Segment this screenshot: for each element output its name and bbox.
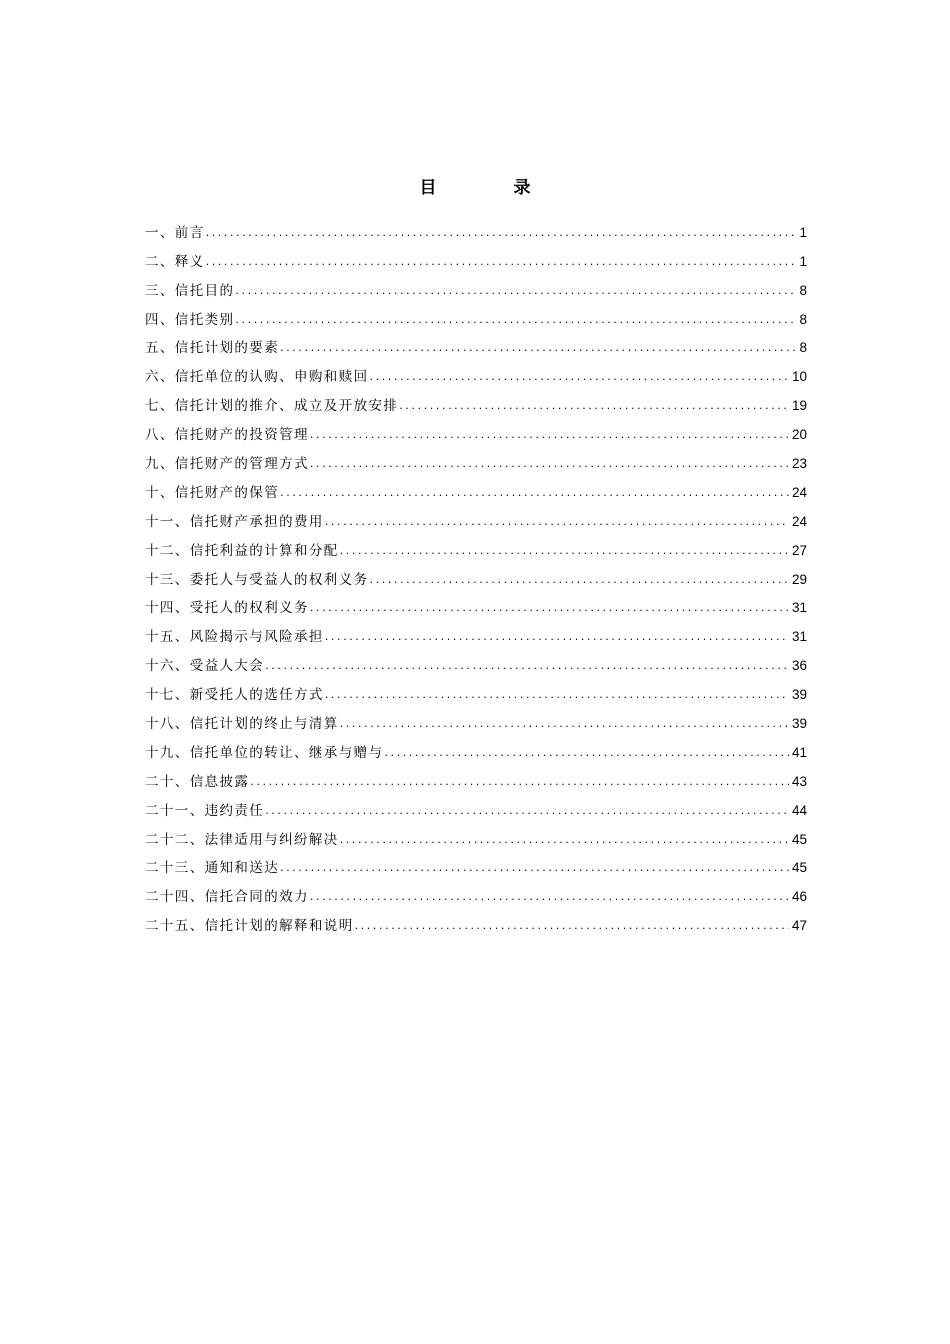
- toc-dot-leader: [235, 311, 796, 329]
- toc-entry[interactable]: [145, 704, 807, 733]
- toc-entry-page: 24: [791, 513, 807, 529]
- toc-entry-page: 46: [791, 889, 807, 905]
- toc-entry-label: 二十五、信托计划的解释和说明: [145, 918, 354, 935]
- toc-entry[interactable]: [145, 820, 807, 849]
- toc-entry-label: 二十、信息披露: [145, 773, 250, 790]
- toc-dot-leader: [250, 773, 789, 791]
- toc-dot-leader: [355, 917, 789, 935]
- toc-entry-label: 六、信托单位的认购、申购和赎回: [145, 369, 369, 386]
- toc-dot-leader: [340, 831, 789, 849]
- toc-entry-label: 十八、信托计划的终止与清算: [145, 716, 339, 733]
- toc-entry-label: 十六、受益人大会: [145, 658, 265, 675]
- toc-entry-label: 九、信托财产的管理方式: [145, 456, 309, 473]
- toc-entry[interactable]: [145, 733, 807, 762]
- toc-entry-label: 五、信托计划的要素: [145, 340, 280, 357]
- toc-entry-page: 23: [791, 456, 807, 472]
- toc-dot-leader: [310, 599, 789, 617]
- toc-entry-page: 43: [791, 773, 807, 789]
- toc-entry-label: 十三、委托人与受益人的权利义务: [145, 571, 369, 588]
- toc-entry-label: 十七、新受托人的选任方式: [145, 687, 324, 704]
- toc-entry-page: 24: [791, 484, 807, 500]
- toc-entry[interactable]: [145, 271, 807, 300]
- toc-entry-page: 39: [791, 687, 807, 703]
- toc-entry-page: 36: [791, 658, 807, 674]
- toc-entry-page: 41: [791, 744, 807, 760]
- toc-dot-leader: [265, 802, 789, 820]
- toc-dot-leader: [325, 513, 789, 531]
- toc-entry[interactable]: [145, 646, 807, 675]
- toc-dot-leader: [206, 224, 797, 242]
- toc-entry-page: 8: [799, 311, 807, 327]
- toc-entry-page: 45: [791, 831, 807, 847]
- toc-entry-page: 31: [791, 629, 807, 645]
- toc-entry-page: 20: [791, 427, 807, 443]
- toc-entry[interactable]: [145, 877, 807, 906]
- toc-entry[interactable]: [145, 473, 807, 502]
- toc-dot-leader: [340, 542, 789, 560]
- toc-entry-page: 1: [799, 224, 807, 240]
- toc-entry-label: 二十一、违约责任: [145, 802, 265, 819]
- toc-entry-label: 三、信托目的: [145, 282, 235, 299]
- toc-entry[interactable]: [145, 444, 807, 473]
- toc-dot-leader: [325, 628, 789, 646]
- toc-dot-leader: [310, 455, 789, 473]
- toc-entry-page: 45: [791, 860, 807, 876]
- toc-entry[interactable]: [145, 906, 807, 935]
- toc-entry-page: 27: [791, 542, 807, 558]
- table-of-contents: [145, 213, 807, 935]
- toc-entry-label: 二十二、法律适用与纠纷解决: [145, 831, 339, 848]
- toc-entry-page: 44: [791, 802, 807, 818]
- toc-entry-page: 31: [791, 600, 807, 616]
- toc-dot-leader: [325, 686, 789, 704]
- toc-entry[interactable]: [145, 531, 807, 560]
- toc-entry-label: 十、信托财产的保管: [145, 484, 280, 501]
- toc-entry-page: 8: [799, 340, 807, 356]
- toc-entry[interactable]: [145, 560, 807, 589]
- toc-entry[interactable]: [145, 415, 807, 444]
- toc-entry-label: 四、信托类别: [145, 311, 235, 328]
- toc-entry-page: 8: [799, 282, 807, 298]
- toc-entry-page: 19: [791, 398, 807, 414]
- toc-dot-leader: [206, 253, 797, 271]
- toc-entry-label: 二十四、信托合同的效力: [145, 889, 309, 906]
- toc-entry[interactable]: [145, 762, 807, 791]
- toc-dot-leader: [310, 888, 789, 906]
- toc-dot-leader: [265, 657, 789, 675]
- toc-entry-label: 二十三、通知和送达: [145, 860, 280, 877]
- toc-dot-leader: [370, 368, 789, 386]
- toc-entry-page: 1: [799, 253, 807, 269]
- toc-dot-leader: [340, 715, 789, 733]
- toc-title: 目 录: [419, 178, 561, 198]
- toc-entry[interactable]: [145, 242, 807, 271]
- toc-entry[interactable]: [145, 849, 807, 878]
- toc-entry[interactable]: [145, 617, 807, 646]
- toc-entry-label: 七、信托计划的推介、成立及开放安排: [145, 398, 399, 415]
- toc-entry-label: 十一、信托财产承担的费用: [145, 513, 324, 530]
- toc-entry-label: 一、前言: [145, 224, 205, 241]
- toc-entry[interactable]: [145, 329, 807, 358]
- toc-entry[interactable]: [145, 357, 807, 386]
- toc-entry-page: 29: [791, 571, 807, 587]
- toc-entry[interactable]: [145, 675, 807, 704]
- toc-entry-page: 39: [791, 716, 807, 732]
- toc-dot-leader: [280, 339, 796, 357]
- toc-entry-label: 十九、信托单位的转让、继承与赠与: [145, 744, 384, 761]
- toc-dot-leader: [280, 484, 789, 502]
- toc-entry[interactable]: [145, 213, 807, 242]
- toc-entry-label: 二、释义: [145, 253, 205, 270]
- toc-entry[interactable]: [145, 502, 807, 531]
- toc-entry-page: 47: [791, 918, 807, 934]
- toc-entry-label: 八、信托财产的投资管理: [145, 427, 309, 444]
- toc-dot-leader: [235, 282, 796, 300]
- toc-dot-leader: [280, 859, 789, 877]
- toc-dot-leader: [399, 397, 789, 415]
- toc-dot-leader: [384, 744, 789, 762]
- toc-entry-label: 十五、风险揭示与风险承担: [145, 629, 324, 646]
- toc-dot-leader: [370, 571, 789, 589]
- toc-entry-label: 十二、信托利益的计算和分配: [145, 542, 339, 559]
- toc-dot-leader: [310, 426, 789, 444]
- toc-entry[interactable]: [145, 300, 807, 329]
- toc-entry-label: 十四、受托人的权利义务: [145, 600, 309, 617]
- toc-entry-page: 10: [791, 369, 807, 385]
- toc-entry[interactable]: [145, 589, 807, 618]
- toc-entry[interactable]: [145, 791, 807, 820]
- toc-entry[interactable]: [145, 386, 807, 415]
